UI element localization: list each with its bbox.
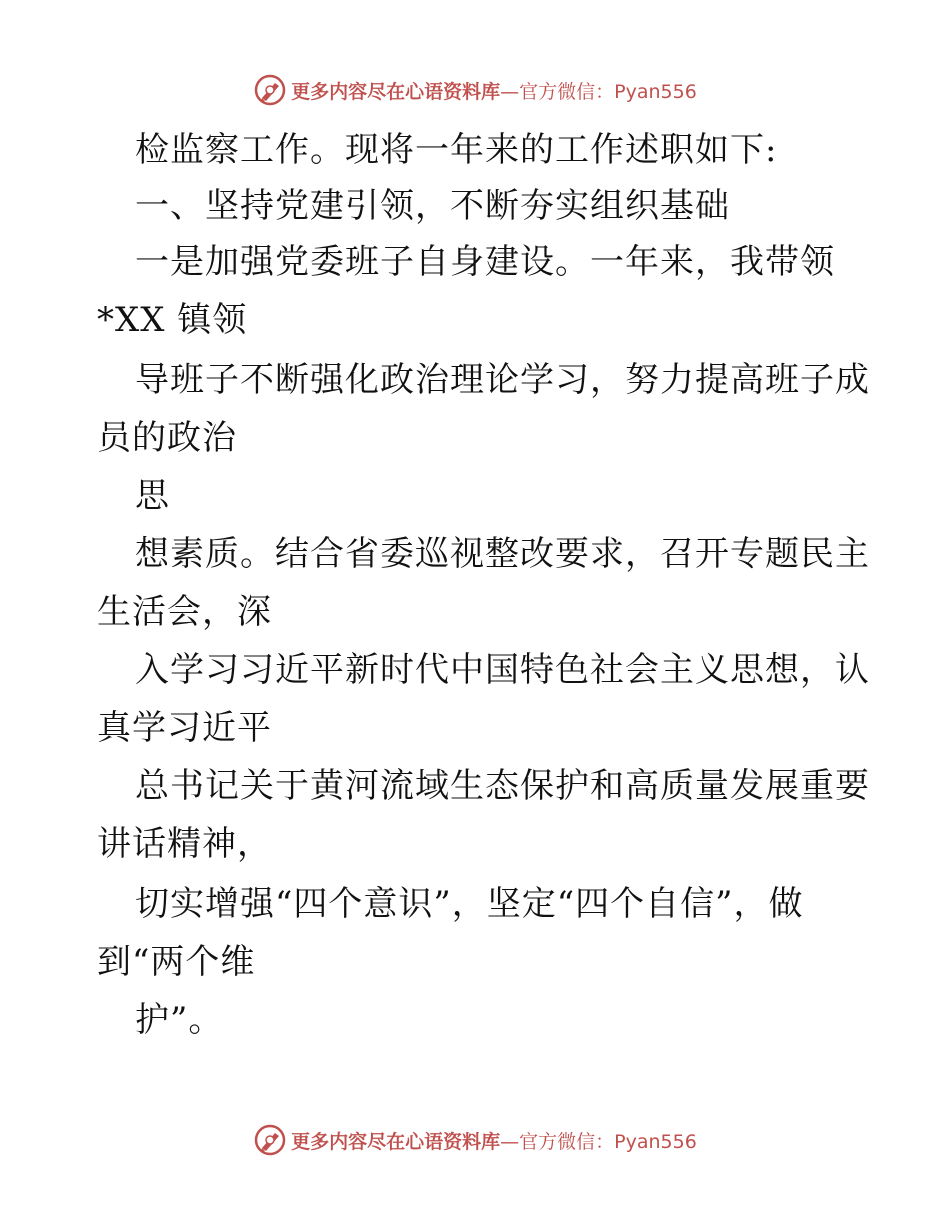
text-line: 检监察工作。现将一年来的工作述职如下:: [135, 130, 778, 170]
text-line: 想素质。结合省委巡视整改要求，召开专题民主: [135, 534, 870, 574]
pen-logo-icon: [253, 73, 287, 107]
section-heading: 一、坚持党建引领，不断夯实组织基础: [135, 186, 730, 226]
watermark-text: [291, 77, 697, 104]
text-line: 一是加强党委班子自身建设。一年来，我带领: [135, 242, 835, 282]
text-line: 真学习近平: [97, 708, 272, 748]
text-line: 导班子不断强化政治理论学习，努力提高班子成: [135, 360, 870, 400]
text-line: 生活会，深: [97, 592, 272, 632]
watermark-wechat-text: —官方微信：Pyan556: [500, 1130, 697, 1153]
watermark-main-text: 更多内容尽在心语资料库: [291, 1130, 501, 1153]
pen-logo-icon: [253, 1123, 287, 1157]
footer-watermark: [0, 1120, 950, 1160]
text-line: 员的政治: [97, 418, 237, 458]
header-watermark: [0, 70, 950, 110]
text-line: 总书记关于黄河流域生态保护和高质量发展重要: [135, 766, 870, 806]
watermark-wechat-text: —官方微信：Pyan556: [500, 80, 697, 103]
text-line: 讲话精神，: [97, 824, 272, 864]
watermark-text: [291, 1127, 697, 1154]
text-line: 到“两个维: [97, 942, 256, 982]
text-line: 思: [135, 476, 170, 516]
text-line: 切实增强“四个意识”，坚定“四个自信”，做: [135, 884, 804, 924]
watermark-main-text: 更多内容尽在心语资料库: [291, 80, 501, 103]
text-line: 护”。: [135, 1000, 224, 1040]
text-line: *XX 镇领: [97, 300, 248, 340]
text-line: 入学习习近平新时代中国特色社会主义思想，认: [135, 650, 870, 690]
